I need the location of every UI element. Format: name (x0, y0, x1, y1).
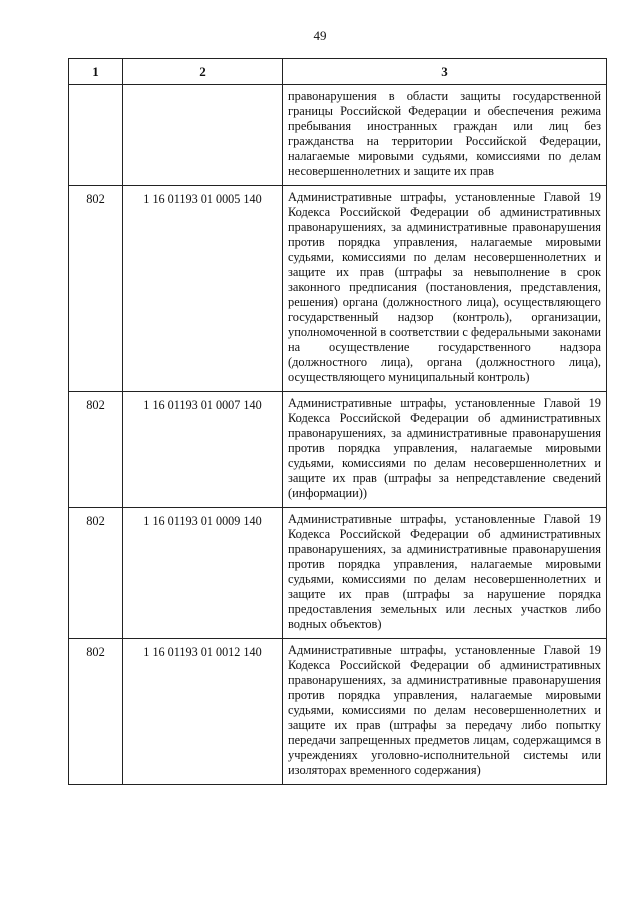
page-number: 49 (313, 28, 327, 43)
table-row (69, 639, 607, 785)
codes-table (68, 58, 607, 785)
table-header-row (69, 59, 607, 85)
cell-revenue-code: 1 16 01193 01 0009 140 (123, 508, 283, 639)
cell-description: правонарушения в области защиты государственной границы Российской Федерации и обеспечения режима пребывания иностранных граждан или лиц без гражданства на территории Российской Федерации, налагаемые мировыми судьями, комиссиями по делам несовершеннолетних и защите их прав (283, 85, 607, 186)
header-col-2: 2 (123, 59, 283, 85)
table-row-continuation (69, 85, 607, 186)
cell-revenue-code: 1 16 01193 01 0005 140 (123, 186, 283, 392)
cell-admin-empty (69, 85, 123, 186)
cell-admin-code: 802 (69, 392, 123, 508)
table-row (69, 186, 607, 392)
cell-code-empty (123, 85, 283, 186)
cell-description: Административные штрафы, установленные Главой 19 Кодекса Российской Федерации об административных правонарушениях, за административные правонарушения против порядка управления, налагаемые мировыми судьями, комиссиями по делам несовершеннолетних и защите их прав (штрафы за нарушение порядка предоставления земельных или лесных участков либо водных объектов) (283, 508, 607, 639)
cell-admin-code: 802 (69, 639, 123, 785)
cell-description: Административные штрафы, установленные Главой 19 Кодекса Российской Федерации об административных правонарушениях, за административные правонарушения против порядка управления, налагаемые мировыми судьями, комиссиями по делам несовершеннолетних и защите их прав (штрафы за непредставление сведений (информации)) (283, 392, 607, 508)
cell-admin-code: 802 (69, 186, 123, 392)
header-col-3: 3 (283, 59, 607, 85)
cell-description: Административные штрафы, установленные Главой 19 Кодекса Российской Федерации об административных правонарушениях, за административные правонарушения против порядка управления, налагаемые мировыми судьями, комиссиями по делам несовершеннолетних и защите их прав (штрафы за невыполнение в срок законного предписания (постановления, представления, решения) органа (должностного лица), осуществляющего государственный надзор (контроль), организации, уполномоченной в соответствии с федеральными законами на осуществление государственного надзора (должностного лица), органа (должностного лица), осуществляющего муниципальный контроль) (283, 186, 607, 392)
table-row (69, 392, 607, 508)
table-row (69, 508, 607, 639)
cell-admin-code: 802 (69, 508, 123, 639)
cell-revenue-code: 1 16 01193 01 0007 140 (123, 392, 283, 508)
cell-revenue-code: 1 16 01193 01 0012 140 (123, 639, 283, 785)
header-col-1: 1 (69, 59, 123, 85)
cell-description: Административные штрафы, установленные Главой 19 Кодекса Российской Федерации об административных правонарушениях, за административные правонарушения против порядка управления, налагаемые мировыми судьями, комиссиями по делам несовершеннолетних и защите их прав (штрафы за передачу либо попытку передачи запрещенных предметов лицам, содержащимся в учреждениях уголовно-исполнительной системы или изоляторах временного содержания) (283, 639, 607, 785)
